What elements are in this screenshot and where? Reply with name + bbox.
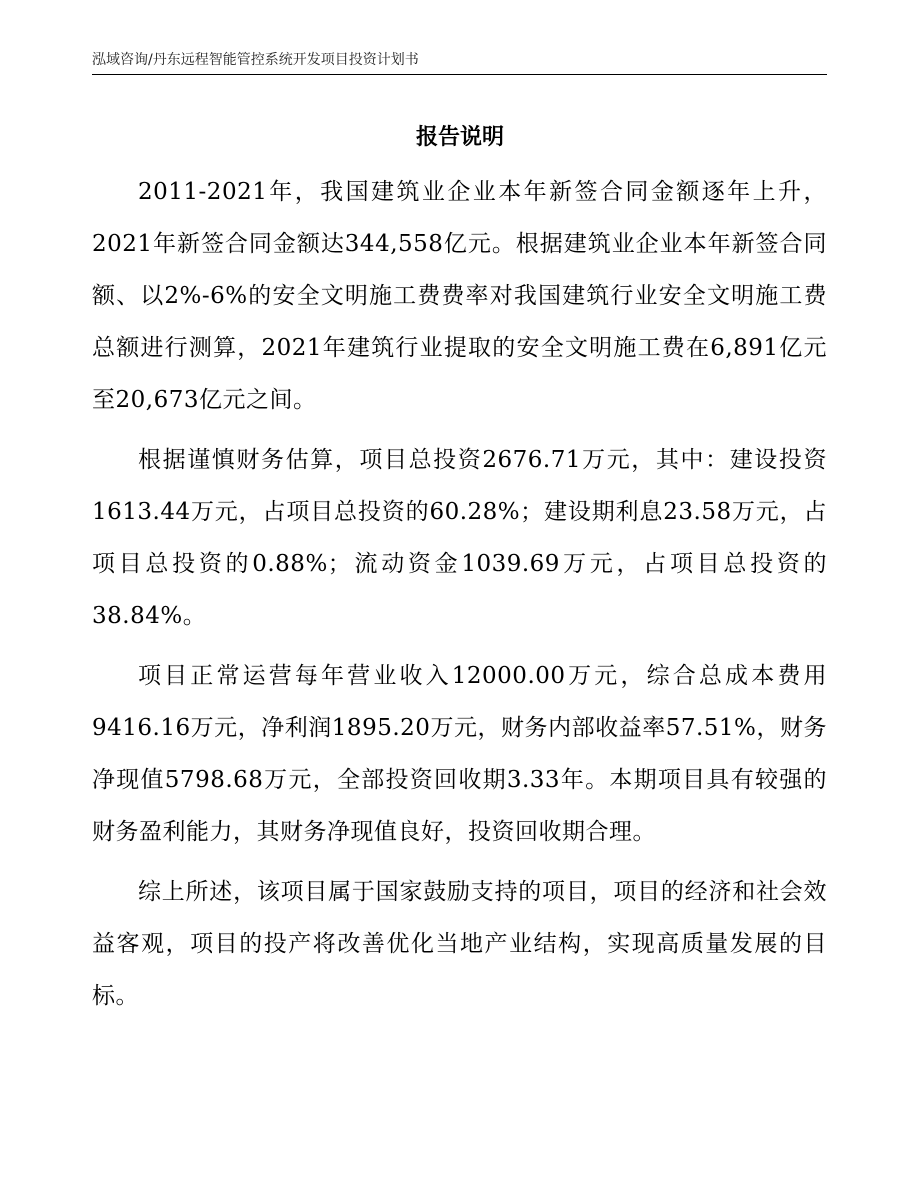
paragraph-investment-estimate: 根据谨慎财务估算，项目总投资2676.71万元，其中：建设投资1613.44万元，占项目总投资的60.28%；建设期利息23.58万元，占项目总投资的0.88%；流动资金1039.69万元，占项目总投资的38.84%。 (92, 447, 827, 629)
document-title: 报告说明 (415, 124, 504, 150)
paragraph-industry-background: 2011-2021年，我国建筑业企业本年新签合同金额逐年上升，2021年新签合同金额达344,558亿元。根据建筑业企业本年新签合同额、以2%-6%的安全文明施工费费率对我国建筑行业安全文明施工费总额进行测算，2021年建筑行业提取的安全文明施工费在6,891亿元至20,673亿元之间。 (92, 179, 827, 413)
paragraph-financial-performance: 项目正常运营每年营业收入12000.00万元，综合总成本费用9416.16万元，净利润1895.20万元，财务内部收益率57.51%，财务净现值5798.68万元，全部投资回收期3.33年。本期项目具有较强的财务盈利能力，其财务净现值良好，投资回收期合理。 (92, 663, 827, 845)
document-body (92, 166, 827, 1030)
paragraph-conclusion: 综上所述，该项目属于国家鼓励支持的项目，项目的经济和社会效益客观，项目的投产将改善优化当地产业结构，实现高质量发展的目标。 (92, 879, 827, 1009)
page-header (92, 50, 827, 75)
header-text: 泓域咨询/丹东远程智能管控系统开发项目投资计划书 (92, 52, 419, 68)
